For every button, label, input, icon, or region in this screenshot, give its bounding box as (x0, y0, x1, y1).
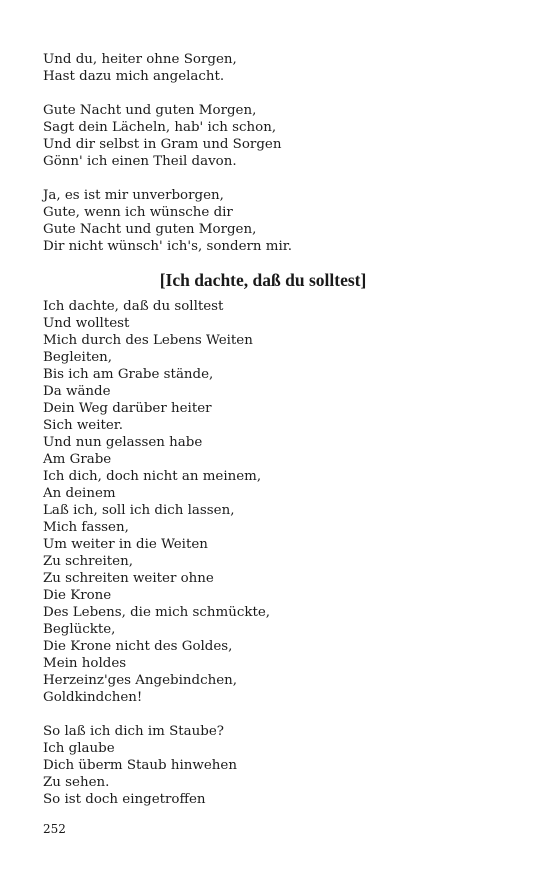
verse-line: Da wände (43, 384, 111, 399)
verse-line: Zu schreiten, (43, 554, 133, 569)
poem-next (43, 298, 513, 808)
verse-line: Mich durch des Lebens Weiten (43, 333, 253, 348)
verse-line: Sich weiter. (43, 418, 123, 433)
stanza-gap (43, 170, 513, 187)
verse-line: Am Grabe (43, 452, 112, 467)
stanza (43, 723, 513, 808)
verse-line: Sagt dein Lächeln, hab' ich schon, (43, 120, 277, 135)
verse-line: Goldkindchen! (43, 690, 143, 705)
verse-line: Mein holdes (43, 656, 127, 671)
verse-line: So laß ich dich im Staube? (43, 724, 224, 739)
verse-line: Um weiter in die Weiten (43, 537, 208, 552)
verse-line: Beglückte, (43, 622, 116, 637)
verse-line: Dir nicht wünsch' ich's, sondern mir. (43, 239, 292, 254)
verse-line: Dein Weg darüber heiter (43, 401, 212, 416)
page-body (43, 51, 513, 808)
verse-line: Zu sehen. (43, 775, 110, 790)
stanza-gap (43, 85, 513, 102)
verse-line: Gute Nacht und guten Morgen, (43, 222, 257, 237)
verse-line: So ist doch eingetroffen (43, 792, 206, 807)
verse-line: Hast dazu mich angelacht. (43, 69, 225, 84)
verse-line: Laß ich, soll ich dich lassen, (43, 503, 235, 518)
verse-line: Gute Nacht und guten Morgen, (43, 103, 257, 118)
verse-line: Und nun gelassen habe (43, 435, 203, 450)
verse-line: Ich glaube (43, 741, 115, 756)
verse-line: Zu schreiten weiter ohne (43, 571, 214, 586)
verse-line: Gönn' ich einen Theil davon. (43, 154, 237, 169)
verse-line: Ja, es ist mir unverborgen, (43, 188, 224, 203)
verse-line: Begleiten, (43, 350, 113, 365)
stanza (43, 298, 513, 706)
stanza (43, 51, 513, 85)
verse-line: Und dir selbst in Gram und Sorgen (43, 137, 282, 152)
poem-title: [Ich dachte, daß du solltest] (159, 270, 367, 290)
verse-line: Gute, wenn ich wünsche dir (43, 205, 233, 220)
verse-line: Des Lebens, die mich schmückte, (43, 605, 271, 620)
poem-end (43, 51, 513, 255)
verse-line: Ich dachte, daß du solltest (43, 299, 224, 314)
verse-line: Und wolltest (43, 316, 130, 331)
page-number: 252 (43, 822, 66, 836)
verse-line: Dich überm Staub hinwehen (43, 758, 237, 773)
verse-line: Bis ich am Grabe stände, (43, 367, 214, 382)
verse-line: Ich dich, doch nicht an meinem, (43, 469, 262, 484)
verse-line: An deinem (43, 486, 116, 501)
stanza (43, 187, 513, 255)
verse-line: Die Krone nicht des Goldes, (43, 639, 233, 654)
verse-line: Herzeinz'ges Angebindchen, (43, 673, 238, 688)
verse-line: Die Krone (43, 588, 112, 603)
stanza (43, 102, 513, 170)
stanza-gap (43, 706, 513, 723)
verse-line: Mich fassen, (43, 520, 129, 535)
verse-line: Und du, heiter ohne Sorgen, (43, 52, 237, 67)
